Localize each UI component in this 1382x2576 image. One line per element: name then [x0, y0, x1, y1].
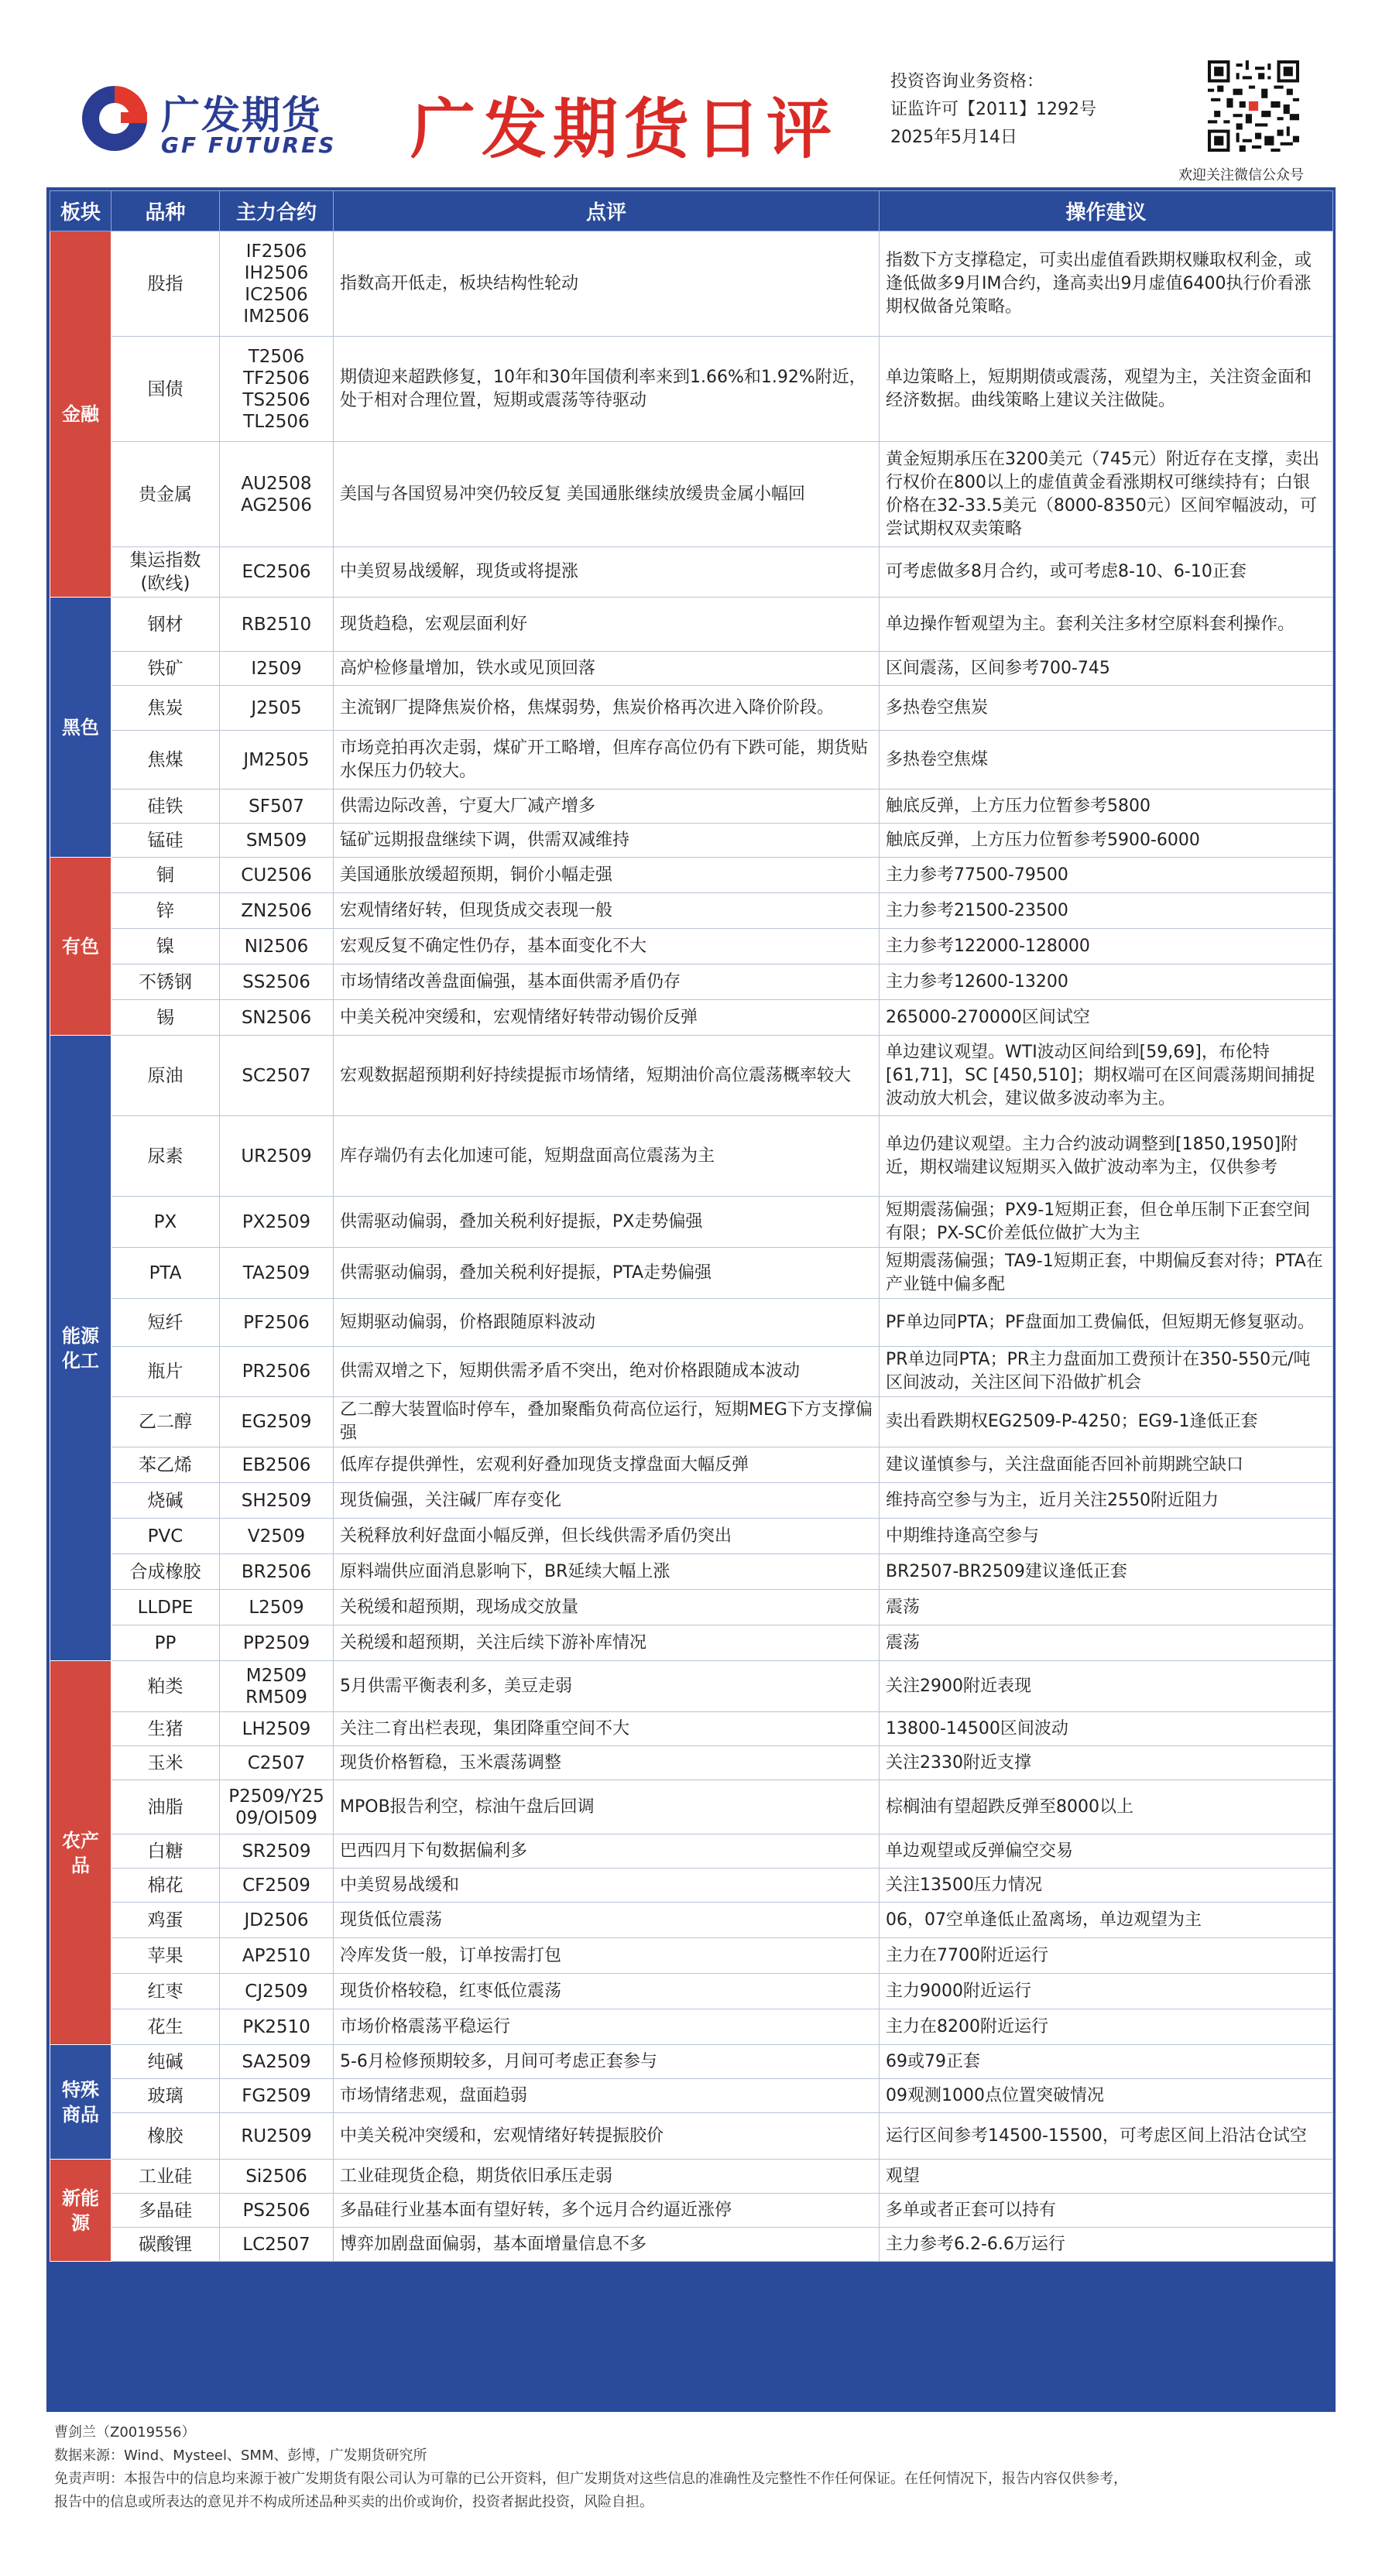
- variety-cell: 锰硅: [111, 824, 220, 858]
- variety-cell: 短纤: [111, 1299, 220, 1347]
- table-row: [50, 2160, 1333, 2194]
- variety-cell: 原油: [111, 1036, 220, 1116]
- table-row: [50, 964, 1333, 1000]
- comment-cell: 现货价格较稳，红枣低位震荡: [334, 1974, 880, 2009]
- col-header-advice: 操作建议: [880, 191, 1333, 231]
- table-row: [50, 2228, 1333, 2262]
- contract-cell: PP2509: [220, 1625, 334, 1661]
- variety-cell: 工业硅: [111, 2160, 220, 2194]
- variety-cell: PX: [111, 1197, 220, 1248]
- comment-cell: 现货低位震荡: [334, 1903, 880, 1938]
- variety-cell: 乙二醇: [111, 1397, 220, 1447]
- contract-cell: PS2506: [220, 2194, 334, 2228]
- table-row: [50, 1625, 1333, 1661]
- gf-logo-icon: [77, 81, 152, 156]
- table-row: [50, 1590, 1333, 1625]
- contract-cell: P2509/Y2509/OI509: [220, 1780, 334, 1834]
- variety-cell: 多晶硅: [111, 2194, 220, 2228]
- comment-cell: 宏观数据超预期利好持续提振市场情绪，短期油价高位震荡概率较大: [334, 1036, 880, 1116]
- table-row: [50, 547, 1333, 598]
- variety-cell: 生猪: [111, 1712, 220, 1746]
- advice-cell: PF单边同PTA；PF盘面加工费偏低，但短期无修复驱动。: [880, 1299, 1333, 1347]
- table-row: [50, 1712, 1333, 1746]
- variety-cell: 碳酸锂: [111, 2228, 220, 2262]
- advice-cell: 震荡: [880, 1625, 1333, 1661]
- comment-cell: 中美关税冲突缓和，宏观情绪好转带动锡价反弹: [334, 1000, 880, 1036]
- advice-cell: 触底反弹，上方压力位暂参考5900-6000: [880, 824, 1333, 858]
- report-title: 广发期货日评: [410, 91, 838, 167]
- advice-cell: 维持高空参与为主，近月关注2550附近阻力: [880, 1483, 1333, 1519]
- advice-cell: 主力9000附近运行: [880, 1974, 1333, 2009]
- comment-cell: 供需双增之下，短期供需矛盾不突出，绝对价格跟随成本波动: [334, 1347, 880, 1397]
- variety-cell: 棉花: [111, 1869, 220, 1903]
- contract-cell: JD2506: [220, 1903, 334, 1938]
- contract-cell: SC2507: [220, 1036, 334, 1116]
- advice-cell: 06，07空单逢低止盈离场，单边观望为主: [880, 1903, 1333, 1938]
- advice-cell: 震荡: [880, 1590, 1333, 1625]
- table-row: [50, 1974, 1333, 2009]
- variety-cell: 苯乙烯: [111, 1447, 220, 1483]
- advice-cell: 主力参考122000-128000: [880, 929, 1333, 964]
- comment-cell: 宏观反复不确定性仍存，基本面变化不大: [334, 929, 880, 964]
- comment-cell: 博弈加剧盘面偏弱，基本面增量信息不多: [334, 2228, 880, 2262]
- variety-cell: 贵金属: [111, 442, 220, 547]
- advice-cell: 69或79正套: [880, 2045, 1333, 2079]
- variety-cell: 瓶片: [111, 1347, 220, 1397]
- advice-cell: 主力在8200附近运行: [880, 2009, 1333, 2045]
- comment-cell: 5月供需平衡表利多，美豆走弱: [334, 1661, 880, 1712]
- col-header-comment: 点评: [334, 191, 880, 231]
- qualification-block: [890, 68, 1096, 152]
- contract-cell: AU2508 AG2506: [220, 442, 334, 547]
- sector-cell: 新能源: [50, 2160, 111, 2262]
- comment-cell: 冷库发货一般，订单按需打包: [334, 1938, 880, 1974]
- table-row: [50, 790, 1333, 824]
- table-row: [50, 652, 1333, 686]
- variety-cell: 玻璃: [111, 2079, 220, 2113]
- comment-cell: 现货趋稳，宏观层面利好: [334, 598, 880, 652]
- comment-cell: 现货价格暂稳，玉米震荡调整: [334, 1746, 880, 1780]
- advice-cell: 多热卷空焦炭: [880, 686, 1333, 731]
- variety-cell: 粕类: [111, 1661, 220, 1712]
- logo-english-name: GF FUTURES: [161, 132, 337, 158]
- variety-cell: 锡: [111, 1000, 220, 1036]
- table-row: [50, 1347, 1333, 1397]
- sector-cell: 能源 化工: [50, 1036, 111, 1661]
- comment-cell: 美国通胀放缓超预期，铜价小幅走强: [334, 858, 880, 893]
- contract-cell: Si2506: [220, 2160, 334, 2194]
- comment-cell: 关税缓和超预期，关注后续下游补库情况: [334, 1625, 880, 1661]
- table-row: [50, 1397, 1333, 1447]
- qualification-label: 投资咨询业务资格：: [890, 72, 1044, 91]
- advice-cell: 主力参考77500-79500: [880, 858, 1333, 893]
- table-row: [50, 1746, 1333, 1780]
- comment-cell: 关注二育出栏表现，集团降重空间不大: [334, 1712, 880, 1746]
- contract-cell: SN2506: [220, 1000, 334, 1036]
- sector-cell: 特殊 商品: [50, 2045, 111, 2160]
- variety-cell: 尿素: [111, 1116, 220, 1197]
- table-header-row: [50, 191, 1333, 231]
- contract-cell: AP2510: [220, 1938, 334, 1974]
- contract-cell: PF2506: [220, 1299, 334, 1347]
- table-row: [50, 1519, 1333, 1554]
- comment-cell: 高炉检修量增加，铁水或见顶回落: [334, 652, 880, 686]
- variety-cell: 花生: [111, 2009, 220, 2045]
- contract-cell: C2507: [220, 1746, 334, 1780]
- contract-cell: RB2510: [220, 598, 334, 652]
- table-row: [50, 1116, 1333, 1197]
- table-row: [50, 1554, 1333, 1590]
- comment-cell: 美国与各国贸易冲突仍较反复 美国通胀继续放缓贵金属小幅回: [334, 442, 880, 547]
- variety-cell: 烧碱: [111, 1483, 220, 1519]
- contract-cell: V2509: [220, 1519, 334, 1554]
- advice-cell: 可考虑做多8月合约，或可考虑8-10、6-10正套: [880, 547, 1333, 598]
- advice-cell: 卖出看跌期权EG2509-P-4250；EG9-1逢低正套: [880, 1397, 1333, 1447]
- contract-cell: EB2506: [220, 1447, 334, 1483]
- contract-cell: CJ2509: [220, 1974, 334, 2009]
- table-row: [50, 1834, 1333, 1869]
- variety-cell: 钢材: [111, 598, 220, 652]
- contract-cell: T2506 TF2506 TS2506 TL2506: [220, 337, 334, 442]
- table-row: [50, 1483, 1333, 1519]
- contract-cell: SM509: [220, 824, 334, 858]
- variety-cell: 焦煤: [111, 731, 220, 790]
- table-row: [50, 598, 1333, 652]
- logo-chinese-name: 广发期货: [161, 93, 322, 138]
- variety-cell: 集运指数 (欧线): [111, 547, 220, 598]
- wechat-qr-code-icon: [1208, 60, 1299, 152]
- contract-cell: BR2506: [220, 1554, 334, 1590]
- col-header-contract: 主力合约: [220, 191, 334, 231]
- variety-cell: 红枣: [111, 1974, 220, 2009]
- comment-cell: 市场价格震荡平稳运行: [334, 2009, 880, 2045]
- footer-disclaimer-line-1: 免责声明：本报告中的信息均来源于被广发期货有限公司认为可靠的已公开资料，但广发期货对这些信息的准确性及完整性不作任何保证。在任何情况下，报告内容仅供参考，: [54, 2471, 1127, 2487]
- table-row: [50, 686, 1333, 731]
- variety-cell: 焦炭: [111, 686, 220, 731]
- sector-cell: 金融: [50, 231, 111, 598]
- comment-cell: 供需驱动偏弱，叠加关税利好提振，PX走势偏强: [334, 1197, 880, 1248]
- advice-cell: 主力在7700附近运行: [880, 1938, 1333, 1974]
- variety-cell: 苹果: [111, 1938, 220, 1974]
- contract-cell: RU2509: [220, 2113, 334, 2160]
- comment-cell: 供需边际改善，宁夏大厂减产增多: [334, 790, 880, 824]
- comment-cell: 现货偏强，关注碱厂库存变化: [334, 1483, 880, 1519]
- comment-cell: 中美贸易战缓和: [334, 1869, 880, 1903]
- advice-cell: 棕榈油有望超跌反弹至8000以上: [880, 1780, 1333, 1834]
- table-row: [50, 2009, 1333, 2045]
- table-row: [50, 1197, 1333, 1248]
- table-row: [50, 1000, 1333, 1036]
- table-row: [50, 337, 1333, 442]
- comment-cell: 原料端供应面消息影响下，BR延续大幅上涨: [334, 1554, 880, 1590]
- advice-cell: 运行区间参考14500-15500，可考虑区间上沿沽仓试空: [880, 2113, 1333, 2160]
- table-row: [50, 1036, 1333, 1116]
- contract-cell: NI2506: [220, 929, 334, 964]
- footer-author: 曹剑兰（Z0019556）: [54, 2424, 196, 2441]
- comment-cell: 宏观情绪好转，但现货成交表现一般: [334, 893, 880, 929]
- contract-cell: UR2509: [220, 1116, 334, 1197]
- comment-cell: 中美关税冲突缓和，宏观情绪好转提振胶价: [334, 2113, 880, 2160]
- advice-cell: 关注2330附近支撑: [880, 1746, 1333, 1780]
- variety-cell: 镍: [111, 929, 220, 964]
- advice-cell: 多单或者正套可以持有: [880, 2194, 1333, 2228]
- report-header: [0, 0, 1382, 186]
- variety-cell: 橡胶: [111, 2113, 220, 2160]
- advice-cell: 触底反弹，上方压力位暂参考5800: [880, 790, 1333, 824]
- comment-cell: 巴西四月下旬数据偏利多: [334, 1834, 880, 1869]
- contract-cell: J2505: [220, 686, 334, 731]
- daily-review-table-frame: [46, 187, 1336, 2412]
- advice-cell: 09观测1000点位置突破情况: [880, 2079, 1333, 2113]
- advice-cell: 观望: [880, 2160, 1333, 2194]
- advice-cell: 短期震荡偏强；PX9-1短期正套，但仓单压制下正套空间有限；PX-SC价差低位做扩大为主: [880, 1197, 1333, 1248]
- contract-cell: SA2509: [220, 2045, 334, 2079]
- table-row: [50, 858, 1333, 893]
- contract-cell: FG2509: [220, 2079, 334, 2113]
- contract-cell: SF507: [220, 790, 334, 824]
- advice-cell: 单边建议观望。WTI波动区间给到[59,69]，布伦特[61,71]，SC [450,510]；期权端可在区间震荡期间捕捉波动放大机会，建议做多波动率为主。: [880, 1036, 1333, 1116]
- comment-cell: 低库存提供弹性，宏观利好叠加现货支撑盘面大幅反弹: [334, 1447, 880, 1483]
- contract-cell: EC2506: [220, 547, 334, 598]
- footer-source: 数据来源：Wind、Mysteel、SMM、彭博，广发期货研究所: [54, 2448, 427, 2464]
- report-date: 2025年5月14日: [890, 128, 1017, 147]
- table-row: [50, 929, 1333, 964]
- variety-cell: 硅铁: [111, 790, 220, 824]
- advice-cell: 关注13500压力情况: [880, 1869, 1333, 1903]
- advice-cell: 单边操作暂观望为主。套利关注多材空原料套利操作。: [880, 598, 1333, 652]
- daily-review-table: [50, 190, 1333, 2262]
- contract-cell: LC2507: [220, 2228, 334, 2262]
- advice-cell: 建议谨慎参与，关注盘面能否回补前期跳空缺口: [880, 1447, 1333, 1483]
- comment-cell: 市场情绪悲观，盘面趋弱: [334, 2079, 880, 2113]
- contract-cell: L2509: [220, 1590, 334, 1625]
- table-row: [50, 731, 1333, 790]
- variety-cell: PVC: [111, 1519, 220, 1554]
- comment-cell: 锰矿远期报盘继续下调，供需双减维持: [334, 824, 880, 858]
- table-row: [50, 1869, 1333, 1903]
- comment-cell: 工业硅现货企稳，期货依旧承压走弱: [334, 2160, 880, 2194]
- sector-cell: 黑色: [50, 598, 111, 858]
- table-row: [50, 2194, 1333, 2228]
- variety-cell: PP: [111, 1625, 220, 1661]
- advice-cell: 中期维持逢高空参与: [880, 1519, 1333, 1554]
- contract-cell: PR2506: [220, 1347, 334, 1397]
- table-row: [50, 2079, 1333, 2113]
- table-row: [50, 1299, 1333, 1347]
- contract-cell: IF2506 IH2506 IC2506 IM2506: [220, 231, 334, 337]
- advice-cell: BR2507-BR2509建议逢低正套: [880, 1554, 1333, 1590]
- advice-cell: 指数下方支撑稳定，可卖出虚值看跌期权赚取权利金，或逢低做多9月IM合约，逢高卖出9月虚值6400执行价看涨期权做备兑策略。: [880, 231, 1333, 337]
- license-number: 证监许可【2011】1292号: [890, 100, 1096, 119]
- footer-disclaimer-line-2: 报告中的信息或所表达的意见并不构成所述品种买卖的出价或询价，投资者据此投资，风险自担。: [54, 2494, 653, 2510]
- variety-cell: 国债: [111, 337, 220, 442]
- advice-cell: 黄金短期承压在3200美元（745元）附近存在支撑，卖出行权价在800以上的虚值黄金看涨期权可继续持有；白银价格在32-33.5美元（8000-8350元）区间窄幅波动，可尝试期权双卖策略: [880, 442, 1333, 547]
- advice-cell: 单边策略上，短期期债或震荡，观望为主，关注资金面和经济数据。曲线策略上建议关注做陡。: [880, 337, 1333, 442]
- report-footer: [54, 2421, 1332, 2514]
- comment-cell: MPOB报告利空，棕油午盘后回调: [334, 1780, 880, 1834]
- comment-cell: 期债迎来超跌修复，10年和30年国债利率来到1.66%和1.92%附近，处于相对合理位置，短期或震荡等待驱动: [334, 337, 880, 442]
- table-row: [50, 1938, 1333, 1974]
- variety-cell: 油脂: [111, 1780, 220, 1834]
- advice-cell: 区间震荡，区间参考700-745: [880, 652, 1333, 686]
- variety-cell: 不锈钢: [111, 964, 220, 1000]
- table-row: [50, 231, 1333, 337]
- contract-cell: CU2506: [220, 858, 334, 893]
- advice-cell: PR单边同PTA；PR主力盘面加工费预计在350-550元/吨区间波动，关注区间下沿做扩机会: [880, 1347, 1333, 1397]
- comment-cell: 供需驱动偏弱，叠加关税利好提振，PTA走势偏强: [334, 1248, 880, 1299]
- contract-cell: TA2509: [220, 1248, 334, 1299]
- contract-cell: PX2509: [220, 1197, 334, 1248]
- comment-cell: 市场竞拍再次走弱，煤矿开工略增，但库存高位仍有下跌可能，期货贴水保压力仍较大。: [334, 731, 880, 790]
- table-row: [50, 1661, 1333, 1712]
- variety-cell: 纯碱: [111, 2045, 220, 2079]
- comment-cell: 主流钢厂提降焦炭价格，焦煤弱势，焦炭价格再次进入降价阶段。: [334, 686, 880, 731]
- sector-cell: 有色: [50, 858, 111, 1036]
- advice-cell: 多热卷空焦煤: [880, 731, 1333, 790]
- advice-cell: 单边观望或反弹偏空交易: [880, 1834, 1333, 1869]
- table-row: [50, 824, 1333, 858]
- contract-cell: EG2509: [220, 1397, 334, 1447]
- col-header-variety: 品种: [111, 191, 220, 231]
- comment-cell: 关税释放利好盘面小幅反弹，但长线供需矛盾仍突出: [334, 1519, 880, 1554]
- table-row: [50, 2113, 1333, 2160]
- advice-cell: 265000-270000区间试空: [880, 1000, 1333, 1036]
- variety-cell: 铁矿: [111, 652, 220, 686]
- comment-cell: 中美贸易战缓解，现货或将提涨: [334, 547, 880, 598]
- table-row: [50, 2045, 1333, 2079]
- contract-cell: SS2506: [220, 964, 334, 1000]
- table-row: [50, 1447, 1333, 1483]
- contract-cell: M2509 RM509: [220, 1661, 334, 1712]
- comment-cell: 关税缓和超预期，现场成交放量: [334, 1590, 880, 1625]
- col-header-sector: 板块: [50, 191, 111, 231]
- company-logo: [77, 81, 337, 159]
- advice-cell: 主力参考21500-23500: [880, 893, 1333, 929]
- contract-cell: ZN2506: [220, 893, 334, 929]
- comment-cell: 库存端仍有去化加速可能，短期盘面高位震荡为主: [334, 1116, 880, 1197]
- comment-cell: 市场情绪改善盘面偏强，基本面供需矛盾仍存: [334, 964, 880, 1000]
- contract-cell: LH2509: [220, 1712, 334, 1746]
- variety-cell: 鸡蛋: [111, 1903, 220, 1938]
- contract-cell: PK2510: [220, 2009, 334, 2045]
- variety-cell: PTA: [111, 1248, 220, 1299]
- table-row: [50, 1780, 1333, 1834]
- table-row: [50, 893, 1333, 929]
- advice-cell: 13800-14500区间波动: [880, 1712, 1333, 1746]
- table-row: [50, 1248, 1333, 1299]
- contract-cell: SR2509: [220, 1834, 334, 1869]
- variety-cell: LLDPE: [111, 1590, 220, 1625]
- table-row: [50, 442, 1333, 547]
- advice-cell: 主力参考12600-13200: [880, 964, 1333, 1000]
- qr-caption: 欢迎关注微信公众号: [1178, 167, 1304, 183]
- comment-cell: 短期驱动偏弱，价格跟随原料波动: [334, 1299, 880, 1347]
- variety-cell: 锌: [111, 893, 220, 929]
- table-row: [50, 1903, 1333, 1938]
- variety-cell: 合成橡胶: [111, 1554, 220, 1590]
- contract-cell: I2509: [220, 652, 334, 686]
- contract-cell: SH2509: [220, 1483, 334, 1519]
- contract-cell: JM2505: [220, 731, 334, 790]
- comment-cell: 指数高开低走，板块结构性轮动: [334, 231, 880, 337]
- comment-cell: 乙二醇大装置临时停车，叠加聚酯负荷高位运行，短期MEG下方支撑偏强: [334, 1397, 880, 1447]
- sector-cell: 农产品: [50, 1661, 111, 2045]
- variety-cell: 铜: [111, 858, 220, 893]
- table-body: [50, 231, 1333, 2262]
- advice-cell: 短期震荡偏强；TA9-1短期正套，中期偏反套对待；PTA在产业链中偏多配: [880, 1248, 1333, 1299]
- comment-cell: 多晶硅行业基本面有望好转，多个远月合约逼近涨停: [334, 2194, 880, 2228]
- variety-cell: 股指: [111, 231, 220, 337]
- variety-cell: 玉米: [111, 1746, 220, 1780]
- contract-cell: CF2509: [220, 1869, 334, 1903]
- advice-cell: 主力参考6.2-6.6万运行: [880, 2228, 1333, 2262]
- comment-cell: 5-6月检修预期较多，月间可考虑正套参与: [334, 2045, 880, 2079]
- advice-cell: 关注2900附近表现: [880, 1661, 1333, 1712]
- variety-cell: 白糖: [111, 1834, 220, 1869]
- advice-cell: 单边仍建议观望。主力合约波动调整到[1850,1950]附近，期权端建议短期买入做扩波动率为主，仅供参考: [880, 1116, 1333, 1197]
